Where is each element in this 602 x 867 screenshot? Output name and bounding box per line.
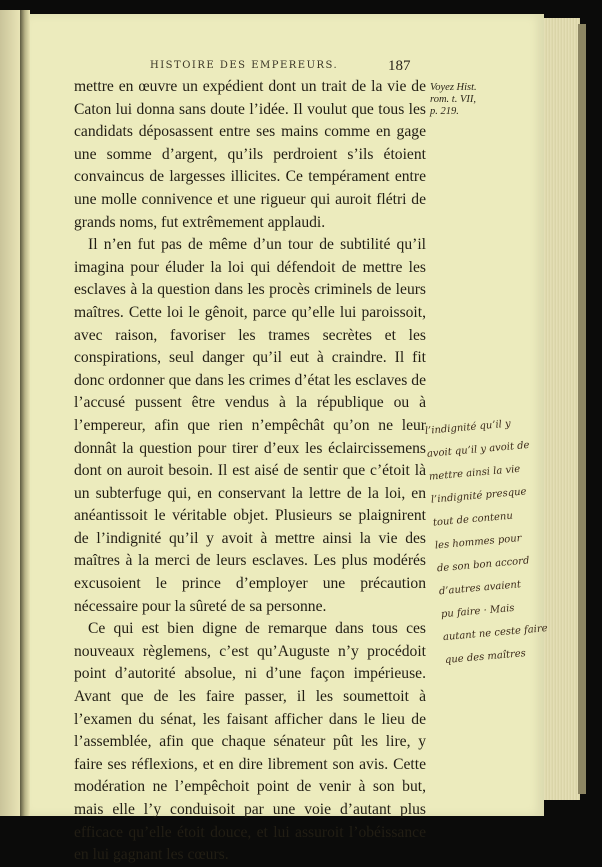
page-number: 187 — [388, 58, 411, 74]
handwritten-note-line: mettre ainsi la vie — [428, 463, 521, 483]
facing-page-edge — [0, 10, 20, 816]
running-header: HISTOIRE DES EMPEREURS. — [150, 60, 339, 71]
marginal-reference — [430, 82, 500, 118]
handwritten-note-line: d’autres avaient — [438, 579, 522, 598]
handwritten-note-line: de son bon accord — [436, 555, 530, 575]
page-stack-edges — [544, 18, 580, 800]
margin-ref-line: p. 219. — [430, 106, 459, 117]
book-fore-edge — [578, 24, 586, 794]
margin-ref-line: rom. t. VII, — [430, 94, 476, 105]
margin-ref-line: Voyez Hist. — [430, 82, 477, 93]
handwritten-note-line: tout de contenu — [432, 510, 514, 529]
paragraph-2: Il n’en fut pas de même d’un tour de subtilité qu’il imagina pour éluder la loi qui défendoit de mettre les esclaves à la question dans les procès criminels de leurs maîtres. Cette loi le gênoit, parce qu’elle lui paroissoit, avec raison, favoriser les trames secrètes et les conspirations, seul danger qu’il eut à craindre. Il fit donc ordonner que dans les crimes d’état les esclaves de l’accusé pussent être vendus à la république ou à l’empereur, afin que rien n’empêchât qu’on ne leur donnât la question pour tirer d’eux les éclaircissemens dont on auroit besoin. Il est aisé de sentir que c’étoit là un subterfuge qui, en conservant la lettre de la loi, en anéantissoit le véritable objet. Plusieurs se plaignirent de l’indignité qu’il y avoit à mettre ainsi la vie des maîtres à la merci de leurs esclaves. Les plus modérés excusoient le prince d’employer une précaution nécessaire pour la sûreté de sa personne. — [74, 236, 426, 615]
handwritten-note-line: l’indignité presque — [430, 486, 527, 506]
paragraph-1: mettre en œuvre un expédient dont un trait de la vie de Caton lui donna sans doute l’idée. Il voulut que tous les candidats déposassent entre ses mains comme en gage une somme d’argent, qu’ils perdroient s’ils étoient convaincus de largesses illicites. Ce tempérament entre une molle connivence et une rigueur qui auroit flétri de grands noms, fut extrêmement applaudi. — [74, 78, 426, 231]
main-text-block — [74, 76, 426, 867]
handwritten-note-line: pu faire · Mais — [440, 602, 515, 621]
handwritten-note-line: que des maîtres — [444, 648, 527, 667]
book-gutter — [20, 10, 30, 816]
handwritten-note-line: les hommes pour — [434, 532, 522, 552]
paragraph-3: Ce qui est bien digne de remarque dans tous ces nouveaux règlemens, c’est qu’Auguste n’y procédoit point d’autorité absolue, ni d’une façon impérieuse. Avant que de les faire passer, il les soumettoit à l’examen du sénat, les faisant afficher dans le lieu de l’assemblée, afin que chaque sénateur pût les lire, y faire ses réflexions, et en dire librement son avis. Cette modération ne l’empêchoit point de venir à son but, mais elle l’y conduisoit par une voie d’autant plus efficace qu’elle étoit douce, et lui assuroit l’obéissance en lui gagnant les cœurs. — [74, 620, 426, 864]
handwritten-note-line: avoit qu’il y avoit de — [426, 439, 530, 460]
handwritten-note-line: autant ne ceste faire — [442, 623, 549, 644]
handwritten-note-line: l’indignité qu’il y — [424, 418, 512, 437]
handwritten-margin-notes — [424, 410, 566, 672]
